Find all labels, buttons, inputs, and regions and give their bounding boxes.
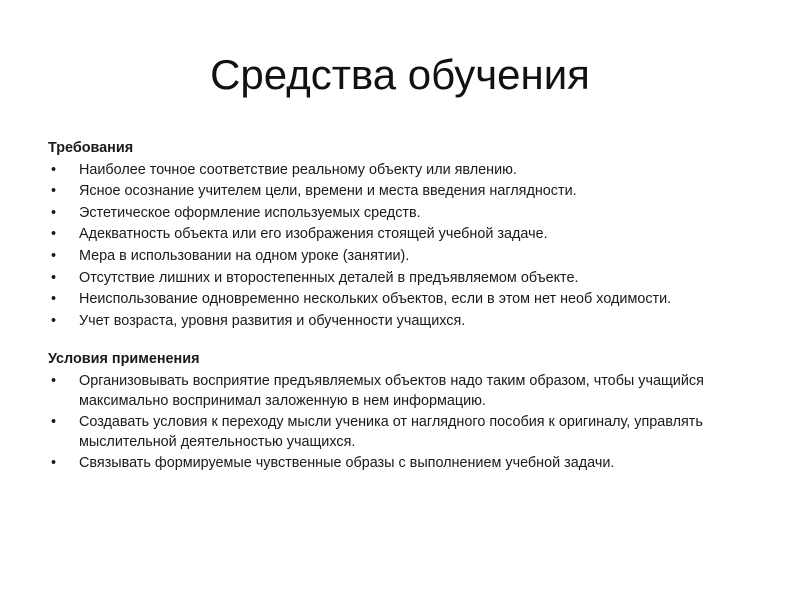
list-item-text: Ясное осознание учителем цели, времени и места введения наглядности. — [79, 183, 577, 200]
list-item — [48, 269, 763, 289]
list-item-text: Мера в использовании на одном уроке (занятии). — [79, 247, 410, 264]
list-item-text: Наиболее точное соответствие реальному объекту или явлению. — [79, 161, 517, 178]
list-item — [48, 372, 763, 411]
section-requirements — [48, 139, 763, 331]
section-heading: Требования — [48, 140, 134, 156]
list-item — [48, 204, 763, 224]
bullet-icon: • — [51, 414, 57, 431]
section-heading: Условия применения — [48, 351, 200, 368]
list-item — [48, 161, 763, 181]
bullet-icon: • — [51, 312, 57, 329]
list-item-text: Связывать формируемые чувственные образы с выполнением учебной задачи. — [79, 455, 615, 472]
slide-content — [48, 139, 763, 474]
bullet-icon: • — [51, 269, 57, 286]
list-item — [48, 225, 763, 245]
list-item — [48, 454, 763, 474]
bullet-icon: • — [51, 226, 57, 243]
list-item-text: Неиспользование одновременно нескольких объектов, если в этом нет необ ходимости. — [79, 291, 672, 308]
list-item-text: Учет возраста, уровня развития и обученности учащихся. — [79, 312, 466, 329]
bullet-icon: • — [51, 455, 57, 472]
bullet-icon: • — [51, 372, 57, 389]
list-item — [48, 247, 763, 267]
bullet-icon: • — [51, 247, 57, 264]
list-item — [48, 413, 763, 452]
list-item-text: Эстетическое оформление используемых средств. — [79, 204, 421, 221]
slide-title: Средства обучения — [210, 51, 590, 98]
list-item-text: Организовывать восприятие предъявляемых объектов надо таким образом, чтобы учащийся максимально воспринимал заложенную в нем информацию. — [79, 372, 704, 409]
list-item — [48, 182, 763, 202]
bullet-icon: • — [51, 183, 57, 200]
bullet-list — [48, 372, 763, 474]
bullet-list — [48, 161, 763, 332]
list-item-text: Адекватность объекта или его изображения стоящей учебной задаче. — [79, 226, 548, 243]
list-item-text: Отсутствие лишних и второстепенных деталей в предъявляемом объекте. — [79, 269, 579, 286]
list-item-text: Создавать условия к переходу мысли ученика от наглядного пособия к оригиналу, управлять мыслительной деятельностью учащихся. — [79, 414, 703, 450]
list-item — [48, 312, 763, 332]
bullet-icon: • — [51, 291, 57, 308]
bullet-icon: • — [51, 204, 57, 221]
section-conditions — [48, 350, 763, 474]
bullet-icon: • — [51, 161, 57, 178]
list-item — [48, 290, 763, 310]
